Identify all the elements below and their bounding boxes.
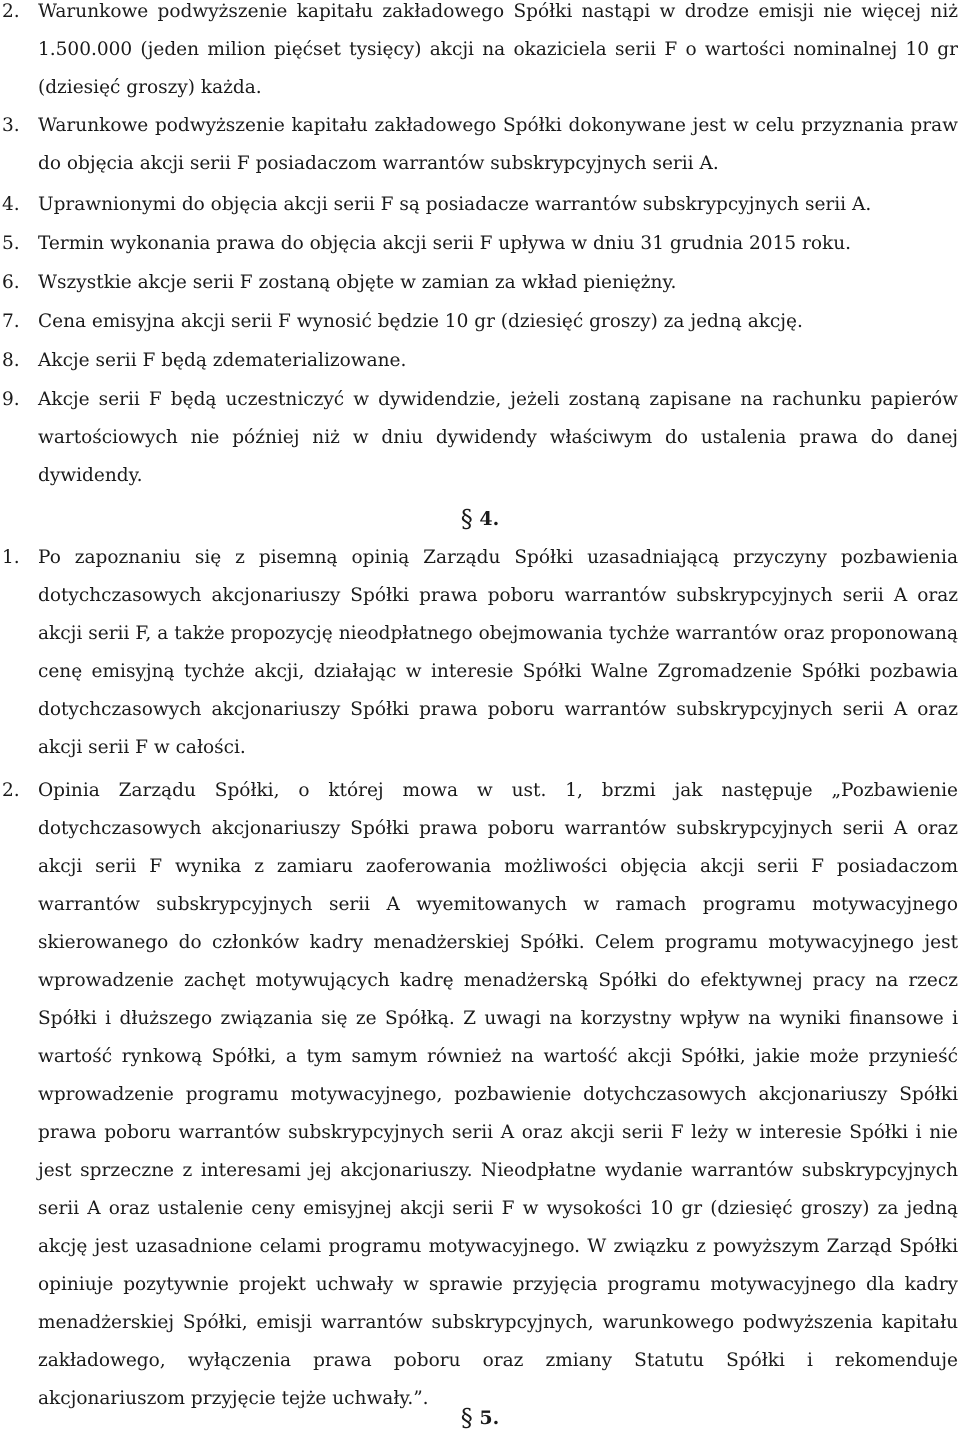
list-item [0, 772, 958, 1418]
list-item [0, 186, 958, 224]
section-sign: § [460, 505, 473, 533]
section-number: 5. [479, 1407, 500, 1429]
item-number: 2. [2, 1, 20, 22]
list-item [0, 225, 958, 263]
item-number: 9. [2, 389, 20, 410]
item-text: Akcje serii F będą zdematerializowane. [38, 350, 407, 371]
list-item [0, 342, 958, 380]
item-text: Wszystkie akcje serii F zostaną objęte w zamian za wkład pieniężny. [38, 272, 677, 293]
section-sign: § [460, 1404, 473, 1432]
item-number: 6. [2, 272, 20, 293]
item-number: 4. [2, 194, 20, 215]
item-number: 2. [2, 780, 20, 801]
list-item [0, 381, 958, 495]
item-number: 8. [2, 350, 20, 371]
item-number: 5. [2, 233, 20, 254]
list-item [0, 107, 958, 183]
item-text: Termin wykonania prawa do objęcia akcji serii F upływa w dniu 31 grudnia 2015 roku. [38, 233, 851, 254]
item-text: Uprawnionymi do objęcia akcji serii F są posiadacze warrantów subskrypcyjnych serii A. [38, 194, 872, 215]
item-number: 1. [2, 547, 20, 568]
item-number: 7. [2, 311, 20, 332]
item-text: Warunkowe podwyższenie kapitału zakładowego Spółki dokonywane jest w celu przyznania praw do objęcia akcji serii F posiadaczom warrantów subskrypcyjnych serii A. [38, 115, 958, 174]
list-item [0, 264, 958, 302]
item-text: Po zapoznaniu się z pisemną opinią Zarządu Spółki uzasadniającą przyczyny pozbawienia dotychczasowych akcjonariuszy Spółki prawa poboru warrantów subskrypcyjnych serii A oraz akcji serii F, a także propozycję nieodpłatnego obejmowania tychże warrantów oraz proponowaną cenę emisyjną tychże akcji, działając w interesie Spółki Walne Zgromadzenie Spółki pozbawia dotychczasowych akcjonariuszy Spółki prawa poboru warrantów subskrypcyjnych serii A oraz akcji serii F w całości. [38, 547, 958, 758]
item-text: Opinia Zarządu Spółki, o której mowa w ust. 1, brzmi jak następuje „Pozbawienie dotychczasowych akcjonariuszy Spółki prawa poboru warrantów subskrypcyjnych serii A oraz akcji serii F wynika z zamiaru zaoferowania możliwości objęcia akcji serii F posiadaczom warrantów subskrypcyjnych serii A wyemitowanych w ramach programu motywacyjnego skierowanego do członków kadry menadżerskiej Spółki. Celem programu motywacyjnego jest wprowadzenie zachęt motywujących kadrę menadżerską Spółki do efektywnej pracy na rzecz Spółki i dłuższego związania się ze Spółką. Z uwagi na korzystny wpływ na wyniki finansowe i wartość rynkową Spółki, a tym samym również na wartość akcji Spółki, jakie może przynieść wprowadzenie programu motywacyjnego, pozbawienie dotychczasowych akcjonariuszy Spółki prawa poboru warrantów subskrypcyjnych serii A oraz akcji serii F leży w interesie Spółki i nie jest sprzeczne z interesami jej akcjonariuszy. Nieodpłatne wydanie warrantów subskrypcyjnych serii A oraz ustalenie ceny emisyjnej akcji serii F w wysokości 10 gr (dziesięć groszy) za jedną akcję jest uzasadnione celami programu motywacyjnego. W związku z powyższym Zarząd Spółki opiniuje pozytywnie projekt uchwały w sprawie przyjęcia programu motywacyjnego dla kadry menadżerskiej Spółki, emisji warrantów subskrypcyjnych, warunkowego podwyższenia kapitału zakładowego, wyłączenia prawa poboru oraz zmiany Statutu Spółki i rekomenduje akcjonariuszom przyjęcie tejże uchwały.”. [38, 780, 958, 1409]
list-item [0, 0, 958, 107]
section-number: 4. [479, 508, 500, 530]
item-number: 3. [2, 115, 20, 136]
section-heading-4 [0, 505, 960, 533]
item-text: Warunkowe podwyższenie kapitału zakładowego Spółki nastąpi w drodze emisji nie więcej niż 1.500.000 (jeden milion pięćset tysięcy) akcji na okaziciela serii F o wartości nominalnej 10 gr (dziesięć groszy) każda. [38, 1, 958, 98]
item-text: Akcje serii F będą uczestniczyć w dywidendzie, jeżeli zostaną zapisane na rachunku papierów wartościowych nie później niż w dniu dywidendy właściwym do ustalenia prawa do danej dywidendy. [38, 389, 958, 486]
section-heading-5 [0, 1404, 960, 1432]
list-item [0, 303, 958, 341]
item-text: Cena emisyjna akcji serii F wynosić będzie 10 gr (dziesięć groszy) za jedną akcję. [38, 311, 803, 332]
list-item [0, 539, 958, 767]
